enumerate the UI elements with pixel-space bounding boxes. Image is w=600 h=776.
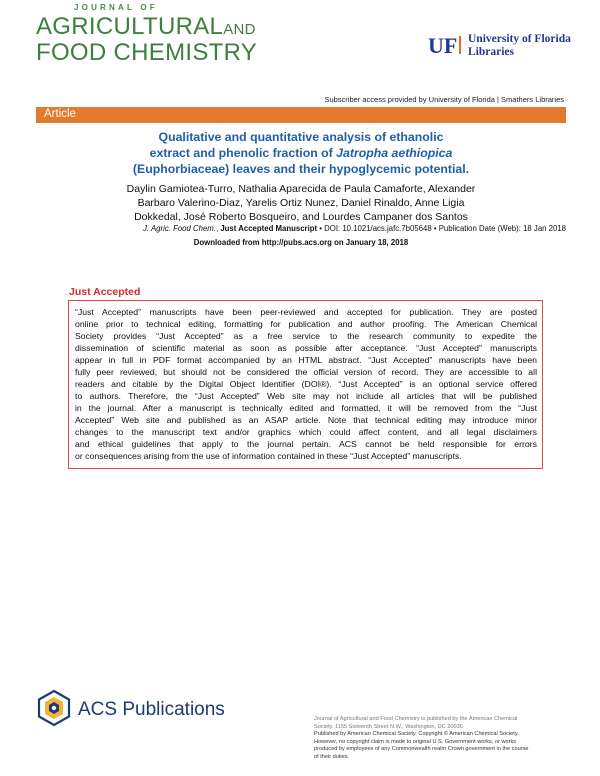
citation-line [36, 224, 566, 233]
notice-line: in the journal. After a manuscript is technically edited and formatted, it will be removed from the “Just [75, 403, 537, 413]
notice-line: online prior to technical editing, formatting for publication and author proofing. The American Chemical [75, 319, 537, 329]
authors-line-3: Dokkedal, José Roberto Bosqueiro, and Lourdes Campaner dos Santos [134, 211, 468, 223]
notice-line: changes to the manuscript text and/or graphics which could affect content, and all legal disclaimers [75, 427, 537, 437]
footer-line: Journal of Agricultural and Food Chemistry is published by the American Chemical [314, 716, 518, 722]
download-notice: Downloaded from http://pubs.acs.org on January 18, 2018 [193, 238, 409, 247]
title-line-3: (Euphorbiaceae) leaves and their hypoglycemic potential. [132, 162, 470, 176]
notice-line: Society provides “Just Accepted” as a free service to the research community to expedite the [75, 331, 537, 341]
citation-journal: J. Agric. Food Chem. [143, 224, 216, 233]
notice-line: or consequences arising from the use of information contained in these “Just Accepted” manuscripts. [75, 451, 462, 461]
publisher-footer [314, 716, 584, 762]
notice-line: to authors. Therefore, the “Just Accepted” Web site may not include all articles that will be published [75, 391, 537, 401]
article-type-label: Article [44, 108, 76, 120]
journal-title-and: AND [223, 21, 256, 38]
notice-line: appear in full in PDF format accompanied by an HTML abstract. “Just Accepted” manuscripts have been [75, 355, 537, 365]
just-accepted-heading: Just Accepted [69, 286, 141, 298]
notice-line: “Just Accepted” manuscripts have been peer-reviewed and accepted for publication. They are posted [75, 307, 537, 317]
citation-status: Just Accepted Manuscript [220, 224, 318, 233]
notice-line: dissemination of scientific material as soon as possible after acceptance. “Just Accepted” manuscripts [75, 343, 537, 353]
uf-libraries-wordmark [468, 33, 571, 59]
journal-title-line2: FOOD CHEMISTRY [36, 39, 258, 66]
uf-logo-icon [428, 34, 462, 56]
citation-doi-date[interactable]: • DOI: 10.1021/acs.jafc.7b05648 • Publication Date (Web): 18 Jan 2018 [317, 224, 566, 233]
notice-line: and ethical guidelines that apply to the journal pertain. ACS cannot be held responsible for errors [75, 439, 537, 449]
article-type-bar [36, 107, 566, 123]
notice-line: readers and citable by the Digital Object Identifier (DOI®). “Just Accepted” is an optional service offered [75, 379, 537, 389]
citation-separator: , [215, 224, 221, 233]
footer-line: However, no copyright claim is made to original U.S. Government works, or works [314, 738, 517, 745]
footer-line: Published by American Chemical Society. Copyright © American Chemical Society. [314, 731, 519, 738]
title-species-name: Jatropha aethiopica [336, 146, 453, 160]
title-line-2 [36, 145, 566, 161]
journal-title-agricultural: AGRICULTURAL [36, 13, 224, 40]
acs-publications-wordmark: ACS Publications [78, 699, 225, 720]
article-title[interactable] [36, 129, 566, 177]
footer-line: Society. 1155 Sixteenth Street N.W., Washington, DC 20036 [314, 723, 463, 730]
footer-line: of their duties. [314, 753, 350, 760]
authors-line-2: Barbaro Valerino-Diaz, Yarelis Ortiz Nunez, Daniel Rinaldo, Anne Ligia [137, 197, 465, 209]
footer-line: produced by employees of any Commonwealth realm Crown government in the course [314, 746, 529, 753]
journal-kicker: JOURNAL OF [74, 3, 158, 12]
notice-line: Accepted” Web site and published as an ASAP article. Note that technical editing may introduce minor [75, 415, 537, 425]
uf-line2: Libraries [468, 46, 514, 58]
uf-logo-letters: UF [428, 34, 458, 56]
just-accepted-notice-box [68, 300, 543, 469]
authors-line-1: Daylin Gamiotea-Turro, Nathalia Aparecida de Paula Camaforte, Alexander [126, 183, 476, 195]
title-line-1: Qualitative and quantitative analysis of ethanolic [158, 130, 444, 144]
uf-line1: University of Florida [468, 33, 571, 45]
acs-hexagon-logo-icon [34, 688, 74, 728]
subscriber-access-note: Subscriber access provided by University of Florida | Smathers Libraries [324, 95, 564, 104]
author-list [36, 182, 566, 224]
title-line-2-text: extract and phenolic fraction of [149, 146, 337, 160]
notice-line: fully peer reviewed, but should not be considered the official version of record. They are accessible to all [75, 367, 537, 377]
